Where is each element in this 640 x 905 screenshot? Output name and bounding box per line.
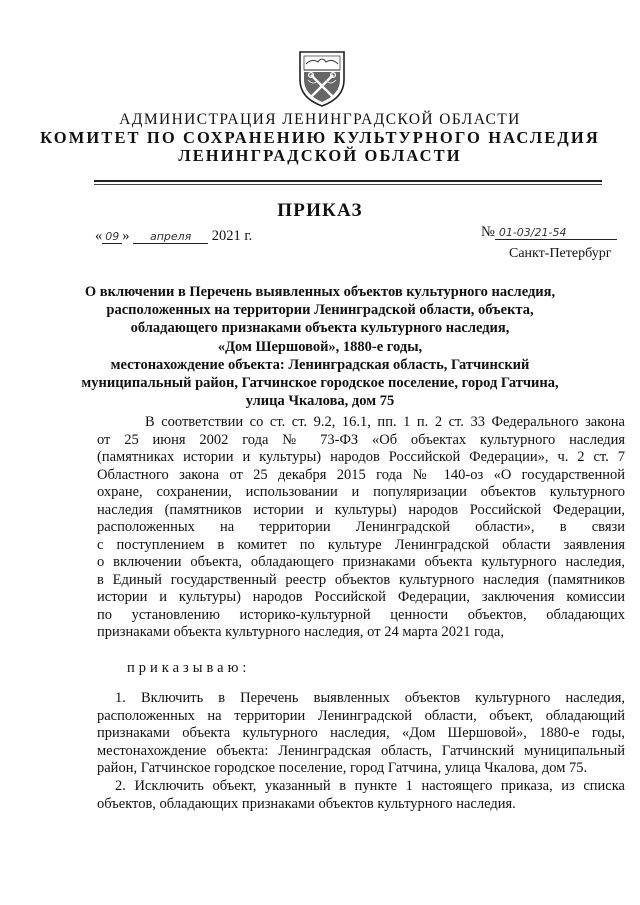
preamble-line: (памятниках истории и культуры) народов Российской Федерации», ч. 2 ст. 7: [97, 449, 625, 465]
title-line: «Дом Шершовой», 1880-е годы,: [217, 338, 423, 355]
order-item-2: [97, 778, 625, 813]
order-item-1: [97, 690, 625, 778]
item-line: 1. Включить в Перечень выявленных объектов культурного наследия,: [115, 690, 625, 706]
date-open-quote: «: [95, 228, 103, 244]
preamble-paragraph: [97, 414, 625, 642]
order-number: [481, 224, 617, 241]
preamble-line: Областного закона от 25 декабря 2015 года № 140-оз «О государственной: [97, 466, 625, 483]
preamble-line: В соответствии со ст. ст. 9.2, 16.1, пп. 1 п. 2 ст. 33 Федерального закона: [145, 414, 625, 430]
title-line: местонахождение объекта: Ленинградская область, Гатчинский: [110, 356, 530, 373]
coat-of-arms-icon: [296, 50, 348, 108]
preamble-line: наследия (памятников истории и культуры) народов Российской Федерации,: [97, 501, 625, 518]
item-line: расположенных на территории Ленинградской области, объект, обладающий: [97, 707, 625, 724]
item-line: район, Гатчинское городское поселение, город Гатчина, улица Чкалова, дом 75.: [97, 760, 588, 776]
committee-region: ЛЕНИНГРАДСКОЙ ОБЛАСТИ: [178, 146, 462, 165]
item-line: объектов, обладающих признаками объектов культурного наследия.: [97, 795, 516, 812]
item-line: 2. Исключить объект, указанный в пункте 1 настоящего приказа, из списка: [115, 778, 625, 794]
preamble-line: в Единый государственный реестр объектов культурного наследия (памятников: [97, 571, 625, 588]
item-line: признаками объекта культурного наследия, «Дом Шершовой», 1880-е годы,: [97, 725, 625, 741]
preamble-line: признаками объекта культурного наследия, от 24 марта 2021 года,: [97, 624, 504, 640]
number-value: 01-03/21-54: [495, 226, 617, 240]
header-divider-thin: [94, 184, 602, 185]
title-line: муниципальный район, Гатчинское городское поселение, город Гатчина,: [81, 375, 559, 392]
date-close-quote: »: [122, 228, 130, 244]
administration-name: АДМИНИСТРАЦИЯ ЛЕНИНГРАДСКОЙ ОБЛАСТИ: [119, 111, 521, 128]
title-line: расположенных на территории Ленинградской области, объекта,: [106, 302, 534, 319]
city: Санкт-Петербург: [509, 246, 612, 261]
preamble-line: с поступлением в комитет по культуре Ленинградской области заявления: [97, 536, 625, 553]
header-divider-thick: [94, 180, 602, 182]
preamble-line: по установлению историко-культурной ценности объектов, обладающих: [97, 606, 625, 623]
preamble-line: истории и культуры) народов Российской Федерации, заключения комиссии: [97, 589, 625, 605]
title-line: О включении в Перечень выявленных объектов культурного наследия,: [84, 284, 556, 300]
document-type: ПРИКАЗ: [277, 200, 363, 221]
date-day: 09: [102, 230, 122, 244]
number-prefix: №: [481, 224, 495, 240]
item-line: местонахождение объекта: Ленинградская область, Гатчинский муниципальный: [97, 742, 625, 759]
preamble-line: охране, сохранении, использовании и популяризации объектов культурного: [97, 484, 625, 500]
preamble-line: от 25 июня 2002 года № 73-ФЗ «Об объектах культурного наследия: [97, 431, 625, 448]
order-title: [70, 283, 570, 410]
title-line: улица Чкалова, дом 75: [245, 393, 395, 410]
title-line: обладающего признаками объекта культурного наследия,: [130, 320, 510, 337]
date-year: 2021 г.: [211, 228, 253, 244]
preamble-line: о включении объекта, обладающего признаками объекта культурного наследия,: [97, 554, 625, 570]
preamble-line: расположенных на территории Ленинградской области», в связи: [97, 519, 625, 535]
date-month: апреля: [133, 230, 208, 244]
order-date: [95, 228, 252, 245]
committee-name: КОМИТЕТ ПО СОХРАНЕНИЮ КУЛЬТУРНОГО НАСЛЕДИЯ: [40, 128, 600, 147]
order-verb: приказываю:: [127, 660, 251, 676]
